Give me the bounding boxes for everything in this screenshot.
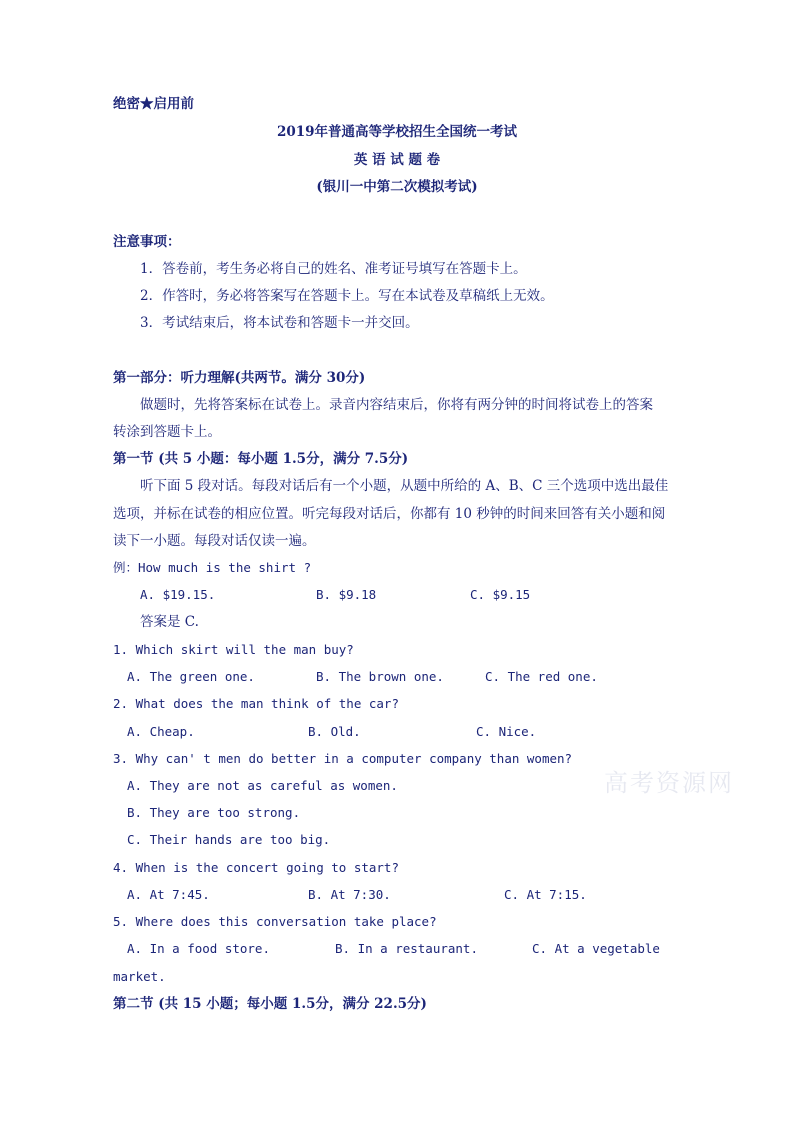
question-3-option-a: A. They are not as careful as women. bbox=[127, 778, 398, 793]
part1-heading: 第一部分：听力理解(共两节。满分 30分) bbox=[113, 370, 366, 386]
section1-instr-line2: 选项，并标在试卷的相应位置。听完每段对话后，你都有 10 秒钟的时间来回答有关小题和阅 bbox=[113, 506, 666, 522]
part1-intro-line2: 转涂到答题卡上。 bbox=[113, 424, 221, 440]
question-5-option-a: A. In a food store. bbox=[127, 941, 270, 956]
question-5-option-b: B. In a restaurant. bbox=[335, 941, 478, 956]
question-2-option-b: B. Old. bbox=[308, 724, 361, 739]
exam-title: 2019年普通高等学校招生全国统一考试 bbox=[276, 124, 518, 140]
question-5-option-c-continued: market. bbox=[113, 969, 166, 984]
example-answer: 答案是 C. bbox=[140, 614, 199, 630]
notice-item-3: 3．考试结束后，将本试卷和答题卡一并交回。 bbox=[140, 315, 419, 331]
section1-instr-line3: 读下一小题。每段对话仅读一遍。 bbox=[113, 533, 316, 549]
question-1-option-b: B. The brown one. bbox=[316, 669, 444, 684]
question-1: 1. Which skirt will the man buy? bbox=[113, 642, 354, 657]
question-1-option-c: C. The red one. bbox=[485, 669, 598, 684]
question-4-option-a: A. At 7:45. bbox=[127, 887, 210, 902]
section1-heading: 第一节 (共 5 小题：每小题 1.5分，满分 7.5分) bbox=[113, 451, 409, 467]
question-2-option-a: A. Cheap. bbox=[127, 724, 195, 739]
question-3-option-c: C. Their hands are too big. bbox=[127, 832, 331, 847]
confidential-label: 绝密★启用前 bbox=[113, 96, 194, 112]
section2-heading: 第二节 (共 15 小题；每小题 1.5分，满分 22.5分) bbox=[113, 996, 427, 1012]
notice-heading: 注意事项： bbox=[113, 234, 181, 250]
example-option-c: C. $9.15 bbox=[470, 587, 531, 602]
question-3: 3. Why can' t men do better in a computer company than women? bbox=[113, 751, 573, 766]
question-4-option-b: B. At 7:30. bbox=[308, 887, 391, 902]
example-question: 例：How much is the shirt ? bbox=[113, 560, 312, 575]
watermark: 高考资源网 bbox=[604, 769, 734, 797]
example-option-b: B. $9.18 bbox=[316, 587, 377, 602]
part1-intro-line1: 做题时，先将答案标在试卷上。录音内容结束后，你将有两分钟的时间将试卷上的答案 bbox=[140, 397, 653, 413]
question-2-option-c: C. Nice. bbox=[476, 724, 537, 739]
question-3-option-b: B. They are too strong. bbox=[127, 805, 301, 820]
exam-subtitle: (银川一中第二次模拟考试) bbox=[316, 179, 478, 195]
exam-subject: 英 语 试 题 卷 bbox=[353, 152, 441, 168]
notice-item-2: 2．作答时，务必将答案写在答题卡上。写在本试卷及草稿纸上无效。 bbox=[140, 288, 554, 304]
question-1-option-a: A. The green one. bbox=[127, 669, 255, 684]
question-4: 4. When is the concert going to start? bbox=[113, 860, 399, 875]
question-5: 5. Where does this conversation take place? bbox=[113, 914, 437, 929]
question-5-option-c: C. At a vegetable bbox=[532, 941, 660, 956]
section1-instr-line1: 听下面 5 段对话。每段对话后有一个小题，从题中所给的 A、B、C 三个选项中选出最佳 bbox=[140, 478, 669, 494]
example-option-a: A. $19.15. bbox=[140, 587, 216, 602]
question-4-option-c: C. At 7:15. bbox=[504, 887, 587, 902]
question-2: 2. What does the man think of the car? bbox=[113, 696, 399, 711]
notice-item-1: 1．答卷前，考生务必将自己的姓名、准考证号填写在答题卡上。 bbox=[140, 261, 527, 277]
